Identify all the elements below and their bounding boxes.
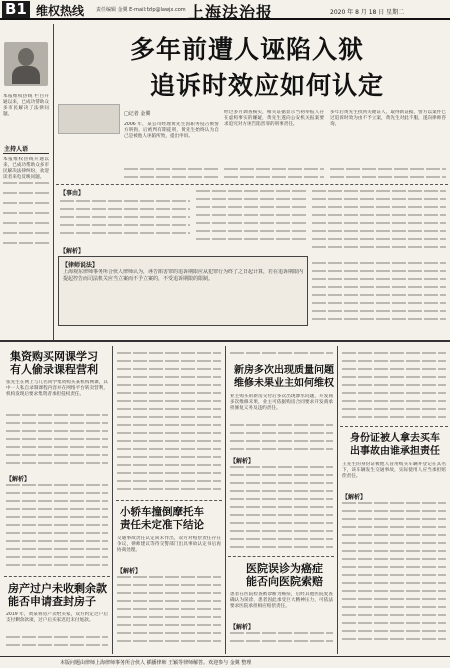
text-lines: [6, 438, 108, 440]
text-lines: [117, 488, 221, 490]
text-lines: [196, 230, 306, 232]
text-lines: [117, 376, 221, 378]
column-divider: [53, 24, 54, 342]
text-lines: [117, 480, 221, 482]
text-lines: [124, 176, 219, 178]
text-lines: [224, 168, 324, 170]
text-lines: [342, 558, 446, 560]
text-lines: [312, 310, 446, 312]
text-lines: [117, 464, 221, 466]
text-lines: [312, 238, 446, 240]
text-lines: [312, 246, 446, 248]
text-lines: [117, 448, 221, 450]
text-lines: [342, 526, 446, 528]
lawyer-opinion-text: 上海观东律师事务所合伙人律师认为，诬告陷害罪的追诉期限应从犯罪行为终了之日起计算，若在追诉期限内提起控告而司法机关应当立案而不予立案的，不受追诉期限的限制。: [63, 269, 303, 282]
article-body: 患者在医院检查被诊断为癌症，后经其他医院复查确认为误诊，患者因此承受巨大精神压力，可依法要求医院承担相应赔偿责任。: [230, 592, 333, 609]
article-tag: 【解析】: [230, 624, 255, 631]
text-lines: [196, 198, 306, 200]
section-divider: [228, 556, 334, 557]
text-lines: [312, 278, 446, 280]
text-lines: [230, 474, 333, 476]
text-lines: [230, 522, 333, 524]
text-lines: [117, 360, 221, 362]
text-lines: [312, 270, 446, 272]
text-lines: [342, 502, 446, 504]
text-lines: [3, 232, 49, 234]
text-lines: [330, 176, 446, 178]
text-lines: [342, 614, 446, 616]
text-lines: [6, 492, 108, 494]
text-lines: [117, 616, 221, 618]
text-lines: [312, 230, 446, 232]
text-lines: [196, 206, 306, 208]
text-lines: [60, 224, 190, 226]
page-number: B1: [2, 1, 30, 18]
section-divider: [340, 426, 448, 427]
text-lines: [342, 550, 446, 552]
text-lines: [230, 632, 333, 634]
text-lines: [3, 222, 49, 224]
text-lines: [230, 498, 333, 500]
text-lines: [342, 360, 446, 362]
text-lines: [117, 408, 221, 410]
text-lines: [230, 482, 333, 484]
text-lines: [312, 286, 446, 288]
text-lines: [6, 454, 108, 456]
text-lines: [342, 510, 446, 512]
text-lines: [312, 222, 446, 224]
section-divider: [0, 340, 450, 342]
text-lines: [230, 466, 333, 468]
column-title: 维权热线: [36, 4, 85, 18]
divider: [3, 153, 49, 154]
text-lines: [6, 422, 108, 424]
text-lines: [230, 514, 333, 516]
text-lines: [342, 566, 446, 568]
text-lines: [6, 508, 108, 510]
text-lines: [117, 432, 221, 434]
lawyer-tag: 【律师说法】: [62, 262, 99, 269]
issue-date: 2020 年 8 月 18 日 星期二: [330, 9, 405, 16]
page-header: [0, 0, 450, 20]
masthead-logo: 上海法治报: [188, 3, 274, 22]
text-lines: [342, 534, 446, 536]
lead-column-3: 多年后黄先生找到关键证人，取得新证据，警方以案件已过追诉时效为由不予立案，黄先生对此不服，遂向律师咨询。: [330, 110, 446, 127]
text-lines: [230, 530, 333, 532]
article-title: 医院误诊为癌症 能否向医院索赔: [246, 562, 323, 588]
text-lines: [124, 168, 219, 170]
lead-illustration: [58, 104, 120, 134]
text-lines: [117, 392, 221, 394]
text-lines: [312, 302, 446, 304]
text-lines: [117, 472, 221, 474]
text-lines: [342, 400, 446, 402]
text-lines: [6, 484, 108, 486]
text-lines: [6, 556, 108, 558]
text-lines: [117, 424, 221, 426]
text-lines: [117, 400, 221, 402]
article-title: 小轿车撞倒摩托车 责任未定准下结论: [120, 506, 204, 531]
text-lines: [342, 518, 446, 520]
lead-byline: □记者 金翼: [124, 111, 151, 117]
text-lines: [196, 190, 306, 192]
text-lines: [6, 548, 108, 550]
article-body: 张先生在网上与几名同学集资购买某机构网课，其中一人私自录制课程内容并在网络平台转卖营利，机构发现后要求集资者承担侵权责任。: [6, 380, 108, 397]
text-lines: [330, 168, 446, 170]
footer-divider: [0, 656, 450, 657]
text-lines: [230, 538, 333, 540]
article-title: 房产过户未收剩余款 能否申请查封房子: [8, 582, 107, 608]
section-divider: [4, 576, 110, 577]
text-lines: [117, 416, 221, 418]
text-lines: [342, 376, 446, 378]
text-lines: [117, 584, 221, 586]
text-lines: [342, 542, 446, 544]
text-lines: [117, 352, 221, 354]
text-lines: [342, 598, 446, 600]
text-lines: [3, 182, 49, 184]
text-lines: [117, 624, 221, 626]
text-lines: [312, 294, 446, 296]
column-divider: [337, 346, 338, 654]
section-divider: [116, 500, 222, 501]
text-lines: [230, 640, 333, 642]
editor-credit: 责任编辑 金翼 E-mail:fzlp@lawjx.com: [96, 7, 186, 13]
text-lines: [3, 202, 49, 204]
text-lines: [6, 644, 108, 646]
text-lines: [230, 432, 333, 434]
text-lines: [224, 176, 324, 178]
text-lines: [117, 608, 221, 610]
text-lines: [342, 574, 446, 576]
text-lines: [342, 368, 446, 370]
text-lines: [312, 206, 446, 208]
sidebar-body: 本报维权热线开通以来，已成功帮助众多市民解决法律纠纷，欢迎读者来电反映问题。: [3, 157, 49, 180]
text-lines: [342, 408, 446, 410]
footer-credit: 本版问题由律师上海律师事务所合伙人 插播律师 王颖等律师解答。欢迎参与 金翼 整理: [60, 660, 252, 666]
text-lines: [342, 416, 446, 418]
text-lines: [342, 590, 446, 592]
text-lines: [342, 606, 446, 608]
sidebar: [0, 22, 52, 342]
text-lines: [6, 524, 108, 526]
text-lines: [117, 592, 221, 594]
text-lines: [6, 532, 108, 534]
text-lines: [342, 352, 446, 354]
text-lines: [312, 318, 446, 320]
text-lines: [196, 238, 306, 240]
text-lines: [6, 564, 108, 566]
text-lines: [6, 516, 108, 518]
text-lines: [60, 232, 190, 234]
text-lines: [6, 462, 108, 464]
lead-column-2: 经过多方调查核实，相关证据显示当初举报人存在虚构事实的嫌疑，黄先生遂向公安机关报案要求追究对方诬告陷害罪的刑事责任。: [224, 110, 324, 127]
text-lines: [6, 500, 108, 502]
text-lines: [312, 190, 446, 192]
text-lines: [230, 352, 333, 354]
text-lines: [230, 440, 333, 442]
article-body: 王先生的身份证被他人冒用购买车辆并登记在其名下，该车辆发生交通事故，实际使用人应当承担赔偿责任。: [342, 462, 446, 479]
text-lines: [117, 576, 221, 578]
text-lines: [6, 540, 108, 542]
article-title: 身份证被人拿去买车 出事故由谁承担责任: [350, 433, 440, 457]
lead-headline-line1: 多年前遭人诬陷入狱: [130, 35, 365, 64]
sidebar-intro: 本报维权热线 栏目开通以来，已成功帮助众多市民解决了法律问题。: [3, 94, 49, 117]
text-lines: [196, 214, 306, 216]
text-lines: [117, 600, 221, 602]
text-lines: [117, 368, 221, 370]
article-tag: 【解析】: [230, 458, 255, 465]
text-lines: [230, 506, 333, 508]
article-body: 交通事故责任认定尚未作出，双方对赔偿责任存在争议，律师建议等待交警部门出具事故认定书后再协商处理。: [117, 536, 221, 553]
text-lines: [6, 636, 108, 638]
text-lines: [117, 632, 221, 634]
text-lines: [312, 262, 446, 264]
text-lines: [117, 456, 221, 458]
text-lines: [196, 222, 306, 224]
article-body: 2019 年，黄某将房产卖给买家，双方约定过户后支付剩余款项，过户后买家迟迟未付尾款。: [6, 612, 108, 623]
analysis-tag: 【解析】: [60, 248, 85, 255]
lawyer-opinion-box: [58, 256, 308, 326]
text-lines: [342, 638, 446, 640]
text-lines: [230, 490, 333, 492]
text-lines: [230, 448, 333, 450]
lead-headline-line2: 追诉时效应如何认定: [150, 71, 385, 100]
article-body: 业主购买的新房交付后多次出现渗水问题，开发商多次维修未果，业主可依据购房合同要求开发商承担修复义务及违约责任。: [230, 394, 333, 411]
text-lines: [117, 384, 221, 386]
text-lines: [342, 630, 446, 632]
column-divider: [225, 346, 226, 654]
text-lines: [230, 424, 333, 426]
sidebar-portrait: [4, 42, 48, 86]
event-tag: 【事由】: [60, 190, 85, 197]
text-lines: [3, 242, 49, 244]
text-lines: [6, 414, 108, 416]
text-lines: [230, 546, 333, 548]
article-title: 新房多次出现质量问题 维修未果业主如何维权: [234, 365, 334, 389]
text-lines: [117, 640, 221, 642]
article-tag: 【解析】: [342, 494, 367, 501]
text-lines: [312, 198, 446, 200]
text-lines: [312, 214, 446, 216]
text-lines: [6, 430, 108, 432]
text-lines: [3, 212, 49, 214]
text-lines: [342, 384, 446, 386]
sidebar-section-label: 主持人语: [4, 146, 29, 153]
article-tag: 【解析】: [117, 568, 142, 575]
text-lines: [342, 582, 446, 584]
article-title: 集资购买网课学习 有人偷录课程营利: [10, 350, 98, 376]
text-lines: [342, 622, 446, 624]
article-tag: 【解析】: [6, 476, 31, 483]
text-lines: [6, 446, 108, 448]
text-lines: [60, 200, 190, 202]
text-lines: [342, 392, 446, 394]
text-lines: [60, 216, 190, 218]
column-divider: [112, 346, 113, 654]
text-lines: [60, 208, 190, 210]
text-lines: [3, 192, 49, 194]
text-lines: [117, 440, 221, 442]
lead-column-1: 2006 年，某公司经理黄先生因职务侵占被警方刑拘，后被判有期徒刑，黄先生始终认为自己是被他人诬陷所致，提出申诉。: [124, 122, 219, 139]
section-divider: [56, 184, 448, 185]
